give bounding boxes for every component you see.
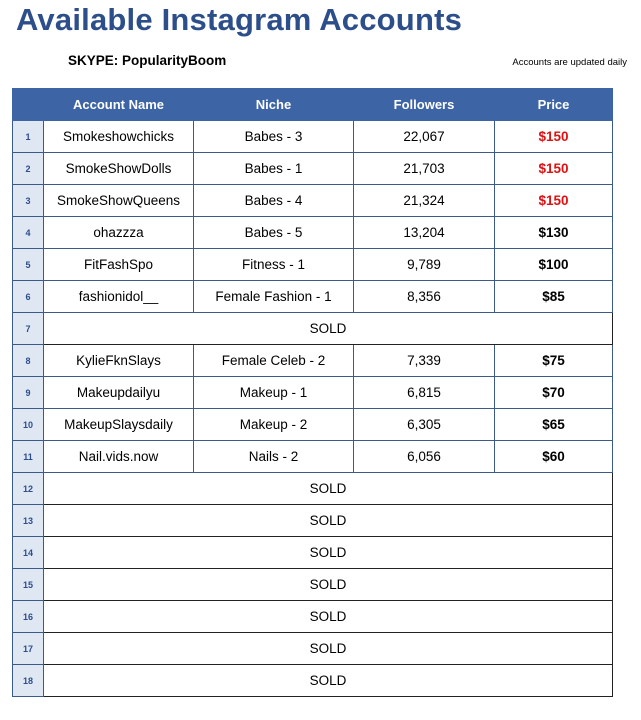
table-row-sold <box>13 569 613 601</box>
followers-cell: 21,324 <box>354 185 495 217</box>
followers-cell: 6,305 <box>354 409 495 441</box>
niche-cell: Female Fashion - 1 <box>194 281 354 313</box>
account-name-cell: SmokeShowQueens <box>44 185 194 217</box>
header-followers: Followers <box>354 89 495 121</box>
price-cell: $70 <box>495 377 613 409</box>
row-number: 11 <box>13 441 44 473</box>
price-cell: $65 <box>495 409 613 441</box>
sold-label: SOLD <box>44 505 613 537</box>
update-note: Accounts are updated daily <box>512 57 627 68</box>
account-name-cell: MakeupSlaysdaily <box>44 409 194 441</box>
account-name-cell: KylieFknSlays <box>44 345 194 377</box>
account-name-cell: Makeupdailyu <box>44 377 194 409</box>
account-name-cell: ohazzza <box>44 217 194 249</box>
page-title: Available Instagram Accounts <box>16 2 463 37</box>
sold-label: SOLD <box>44 601 613 633</box>
niche-cell: Babes - 4 <box>194 185 354 217</box>
niche-cell: Nails - 2 <box>194 441 354 473</box>
account-name-cell: fashionidol__ <box>44 281 194 313</box>
account-name-cell: SmokeShowDolls <box>44 153 194 185</box>
followers-cell: 8,356 <box>354 281 495 313</box>
row-number: 14 <box>13 537 44 569</box>
table-row-sold <box>13 633 613 665</box>
price-cell: $130 <box>495 217 613 249</box>
followers-cell: 6,815 <box>354 377 495 409</box>
row-number: 7 <box>13 313 44 345</box>
sold-label: SOLD <box>44 569 613 601</box>
table-row <box>13 377 613 409</box>
row-number: 10 <box>13 409 44 441</box>
price-cell: $75 <box>495 345 613 377</box>
followers-cell: 21,703 <box>354 153 495 185</box>
row-number: 13 <box>13 505 44 537</box>
niche-cell: Babes - 3 <box>194 121 354 153</box>
table-row <box>13 345 613 377</box>
table-row-sold <box>13 601 613 633</box>
header-niche: Niche <box>194 89 354 121</box>
table-row-sold <box>13 537 613 569</box>
account-name-cell: Smokeshowchicks <box>44 121 194 153</box>
table-body <box>13 121 613 697</box>
price-cell: $100 <box>495 249 613 281</box>
row-number: 15 <box>13 569 44 601</box>
skype-contact: SKYPE: PopularityBoom <box>68 53 227 68</box>
niche-cell: Makeup - 2 <box>194 409 354 441</box>
sold-label: SOLD <box>44 537 613 569</box>
sold-label: SOLD <box>44 473 613 505</box>
row-number: 9 <box>13 377 44 409</box>
header-account-name: Account Name <box>44 89 194 121</box>
table-row <box>13 409 613 441</box>
table-row <box>13 281 613 313</box>
row-number: 12 <box>13 473 44 505</box>
header-price: Price <box>495 89 613 121</box>
price-cell: $150 <box>495 121 613 153</box>
niche-cell: Fitness - 1 <box>194 249 354 281</box>
niche-cell: Female Celeb - 2 <box>194 345 354 377</box>
table-row-sold <box>13 473 613 505</box>
sold-label: SOLD <box>44 633 613 665</box>
account-name-cell: Nail.vids.now <box>44 441 194 473</box>
table-row-sold <box>13 505 613 537</box>
price-cell: $85 <box>495 281 613 313</box>
table-row <box>13 249 613 281</box>
table-header-row <box>13 89 613 121</box>
followers-cell: 13,204 <box>354 217 495 249</box>
accounts-table <box>12 88 613 697</box>
table-row-sold <box>13 665 613 697</box>
price-cell: $150 <box>495 185 613 217</box>
price-cell: $60 <box>495 441 613 473</box>
row-number: 16 <box>13 601 44 633</box>
table-row-sold <box>13 313 613 345</box>
table-row <box>13 217 613 249</box>
followers-cell: 9,789 <box>354 249 495 281</box>
row-number: 5 <box>13 249 44 281</box>
row-number: 4 <box>13 217 44 249</box>
row-number: 6 <box>13 281 44 313</box>
row-number: 18 <box>13 665 44 697</box>
account-name-cell: FitFashSpo <box>44 249 194 281</box>
row-number: 1 <box>13 121 44 153</box>
table-row <box>13 441 613 473</box>
followers-cell: 22,067 <box>354 121 495 153</box>
row-number: 8 <box>13 345 44 377</box>
table-row <box>13 185 613 217</box>
followers-cell: 7,339 <box>354 345 495 377</box>
sold-label: SOLD <box>44 665 613 697</box>
sold-label: SOLD <box>44 313 613 345</box>
price-cell: $150 <box>495 153 613 185</box>
row-number: 17 <box>13 633 44 665</box>
niche-cell: Babes - 5 <box>194 217 354 249</box>
table-row <box>13 153 613 185</box>
followers-cell: 6,056 <box>354 441 495 473</box>
row-number: 2 <box>13 153 44 185</box>
niche-cell: Babes - 1 <box>194 153 354 185</box>
header-number <box>13 89 44 121</box>
niche-cell: Makeup - 1 <box>194 377 354 409</box>
row-number: 3 <box>13 185 44 217</box>
table-row <box>13 121 613 153</box>
